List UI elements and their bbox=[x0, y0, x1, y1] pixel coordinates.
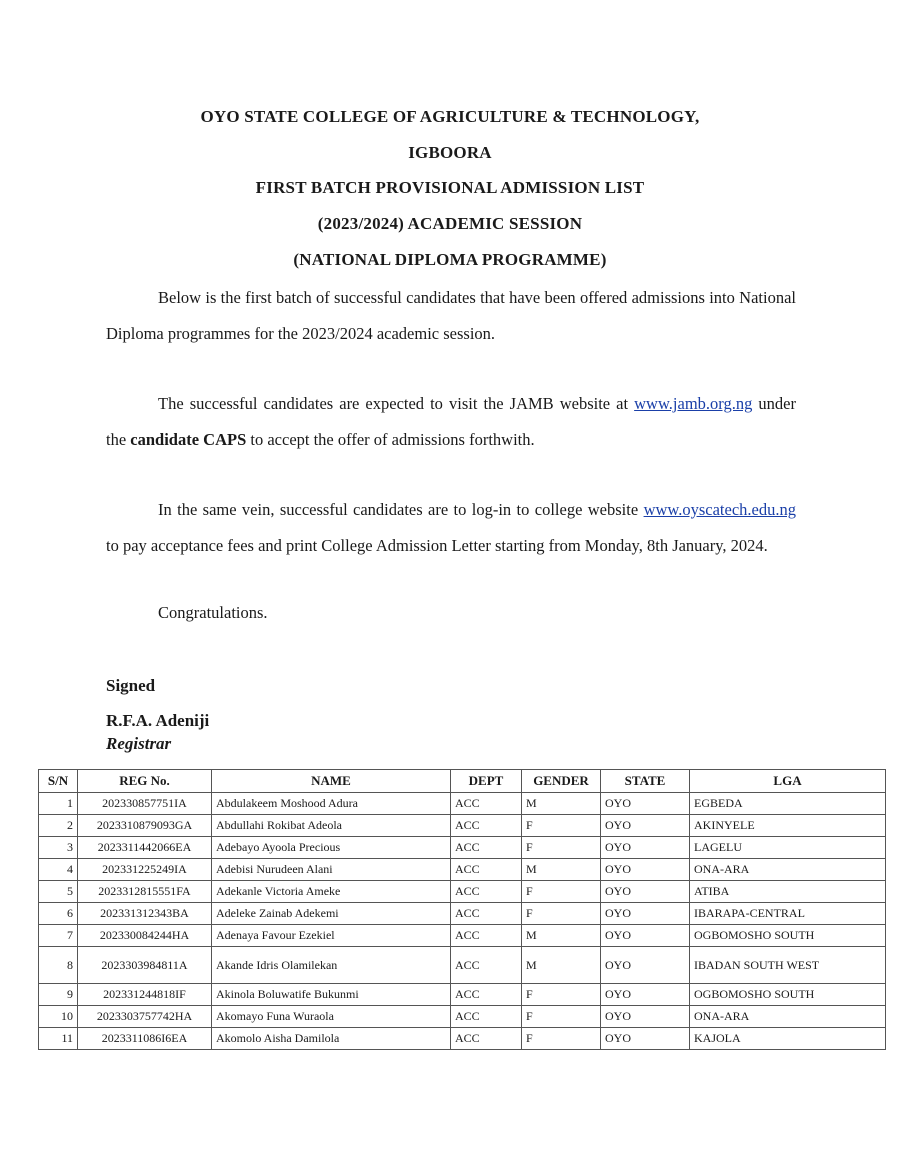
programme-title: (NATIONAL DIPLOMA PROGRAMME) bbox=[293, 250, 607, 269]
cell-gender: F bbox=[522, 984, 601, 1006]
cell-lga: IBADAN SOUTH WEST bbox=[690, 947, 886, 984]
cell-reg: 202330857751IA bbox=[78, 793, 212, 815]
cell-name: Abdulakeem Moshood Adura bbox=[212, 793, 451, 815]
column-header-reg: REG No. bbox=[78, 770, 212, 793]
cell-name: Akomayo Funa Wuraola bbox=[212, 1006, 451, 1028]
cell-name: Adebayo Ayoola Precious bbox=[212, 837, 451, 859]
cell-name: Abdullahi Rokibat Adeola bbox=[212, 815, 451, 837]
cell-state: OYO bbox=[601, 903, 690, 925]
cell-gender: M bbox=[522, 793, 601, 815]
cell-gender: M bbox=[522, 925, 601, 947]
signed-label: Signed bbox=[106, 676, 156, 695]
cell-name: Akande Idris Olamilekan bbox=[212, 947, 451, 984]
cell-gender: F bbox=[522, 903, 601, 925]
congratulations-text: Congratulations. bbox=[158, 603, 268, 622]
session-title: (2023/2024) ACADEMIC SESSION bbox=[317, 214, 583, 233]
cell-sn: 7 bbox=[39, 925, 78, 947]
cell-dept: ACC bbox=[451, 947, 522, 984]
cell-sn: 5 bbox=[39, 881, 78, 903]
column-header-name: NAME bbox=[212, 770, 451, 793]
column-header-gender: GENDER bbox=[522, 770, 601, 793]
cell-state: OYO bbox=[601, 815, 690, 837]
cell-reg: 2023312815551FA bbox=[78, 881, 212, 903]
cell-name: Akinola Boluwatife Bukunmi bbox=[212, 984, 451, 1006]
cell-state: OYO bbox=[601, 881, 690, 903]
cell-gender: M bbox=[522, 947, 601, 984]
cell-sn: 4 bbox=[39, 859, 78, 881]
caps-bold-text: candidate CAPS bbox=[130, 429, 247, 449]
cell-state: OYO bbox=[601, 925, 690, 947]
table-header-row bbox=[39, 770, 886, 793]
cell-reg: 2023303984811A bbox=[78, 947, 212, 984]
cell-lga: EGBEDA bbox=[690, 793, 886, 815]
column-header-lga: LGA bbox=[690, 770, 886, 793]
table-row bbox=[39, 881, 886, 903]
table-row bbox=[39, 1028, 886, 1050]
cell-reg: 202331244818IF bbox=[78, 984, 212, 1006]
cell-gender: F bbox=[522, 837, 601, 859]
intro-text: Below is the first batch of successful candidates that have been offered admissions into National Diploma programmes for the 2023/2024 academic session. bbox=[106, 288, 796, 343]
cell-state: OYO bbox=[601, 1028, 690, 1050]
table-row bbox=[39, 815, 886, 837]
cell-lga: IBARAPA-CENTRAL bbox=[690, 903, 886, 925]
table-row bbox=[39, 947, 886, 984]
list-title: FIRST BATCH PROVISIONAL ADMISSION LIST bbox=[255, 178, 645, 197]
cell-name: Adeleke Zainab Adekemi bbox=[212, 903, 451, 925]
jamb-text-end: to accept the offer of admissions forthwith. bbox=[250, 429, 535, 449]
jamb-paragraph bbox=[106, 386, 796, 457]
cell-reg: 202331312343BA bbox=[78, 903, 212, 925]
cell-reg: 2023310879093GA bbox=[78, 815, 212, 837]
intro-paragraph bbox=[106, 280, 796, 351]
column-header-dept: DEPT bbox=[451, 770, 522, 793]
cell-dept: ACC bbox=[451, 793, 522, 815]
cell-sn: 2 bbox=[39, 815, 78, 837]
college-location-line: IGBOORA bbox=[408, 143, 492, 162]
cell-dept: ACC bbox=[451, 837, 522, 859]
cell-sn: 1 bbox=[39, 793, 78, 815]
cell-dept: ACC bbox=[451, 925, 522, 947]
cell-dept: ACC bbox=[451, 1028, 522, 1050]
cell-name: Adenaya Favour Ezekiel bbox=[212, 925, 451, 947]
signer-role: Registrar bbox=[106, 734, 172, 753]
cell-reg: 202330084244HA bbox=[78, 925, 212, 947]
cell-lga: OGBOMOSHO SOUTH bbox=[690, 984, 886, 1006]
cell-sn: 11 bbox=[39, 1028, 78, 1050]
cell-dept: ACC bbox=[451, 815, 522, 837]
cell-dept: ACC bbox=[451, 859, 522, 881]
cell-sn: 8 bbox=[39, 947, 78, 984]
cell-reg: 202331225249IA bbox=[78, 859, 212, 881]
table-row bbox=[39, 903, 886, 925]
cell-state: OYO bbox=[601, 1006, 690, 1028]
table-row bbox=[39, 793, 886, 815]
cell-gender: F bbox=[522, 1028, 601, 1050]
cell-sn: 10 bbox=[39, 1006, 78, 1028]
cell-lga: ONA-ARA bbox=[690, 859, 886, 881]
jamb-text-start: The successful candidates are expected to visit the JAMB website at bbox=[158, 394, 629, 413]
college-text-end: to pay acceptance fees and print College Admission Letter starting from Monday, 8th January, 2024. bbox=[106, 535, 768, 555]
cell-gender: M bbox=[522, 859, 601, 881]
column-header-state: STATE bbox=[601, 770, 690, 793]
table-row bbox=[39, 925, 886, 947]
cell-lga: OGBOMOSHO SOUTH bbox=[690, 925, 886, 947]
cell-state: OYO bbox=[601, 859, 690, 881]
cell-lga: LAGELU bbox=[690, 837, 886, 859]
table-row bbox=[39, 1006, 886, 1028]
cell-lga: AKINYELE bbox=[690, 815, 886, 837]
cell-state: OYO bbox=[601, 837, 690, 859]
cell-reg: 2023311086I6EA bbox=[78, 1028, 212, 1050]
signer-name: R.F.A. Adeniji bbox=[106, 711, 210, 730]
jamb-text-mid: under the bbox=[106, 394, 796, 449]
college-text-start: In the same vein, successful candidates are to log-in to college website bbox=[158, 500, 639, 519]
table-row bbox=[39, 859, 886, 881]
cell-state: OYO bbox=[601, 793, 690, 815]
cell-name: Adebisi Nurudeen Alani bbox=[212, 859, 451, 881]
cell-name: Adekanle Victoria Ameke bbox=[212, 881, 451, 903]
cell-dept: ACC bbox=[451, 903, 522, 925]
table-row bbox=[39, 984, 886, 1006]
cell-state: OYO bbox=[601, 947, 690, 984]
cell-dept: ACC bbox=[451, 881, 522, 903]
college-website-link[interactable]: www.oyscatech.edu.ng bbox=[643, 500, 796, 519]
jamb-website-link[interactable]: www.jamb.org.ng bbox=[634, 394, 753, 413]
cell-name: Akomolo Aisha Damilola bbox=[212, 1028, 451, 1050]
cell-state: OYO bbox=[601, 984, 690, 1006]
column-header-sn: S/N bbox=[39, 770, 78, 793]
cell-sn: 9 bbox=[39, 984, 78, 1006]
college-paragraph bbox=[106, 492, 796, 563]
table-row bbox=[39, 837, 886, 859]
cell-dept: ACC bbox=[451, 1006, 522, 1028]
cell-gender: F bbox=[522, 1006, 601, 1028]
cell-sn: 6 bbox=[39, 903, 78, 925]
cell-lga: ONA-ARA bbox=[690, 1006, 886, 1028]
cell-gender: F bbox=[522, 881, 601, 903]
cell-dept: ACC bbox=[451, 984, 522, 1006]
cell-lga: ATIBA bbox=[690, 881, 886, 903]
cell-reg: 2023303757742HA bbox=[78, 1006, 212, 1028]
cell-sn: 3 bbox=[39, 837, 78, 859]
admission-table bbox=[38, 769, 886, 1050]
cell-reg: 2023311442066EA bbox=[78, 837, 212, 859]
college-name-line: OYO STATE COLLEGE OF AGRICULTURE & TECHNOLOGY, bbox=[200, 107, 700, 126]
cell-lga: KAJOLA bbox=[690, 1028, 886, 1050]
cell-gender: F bbox=[522, 815, 601, 837]
